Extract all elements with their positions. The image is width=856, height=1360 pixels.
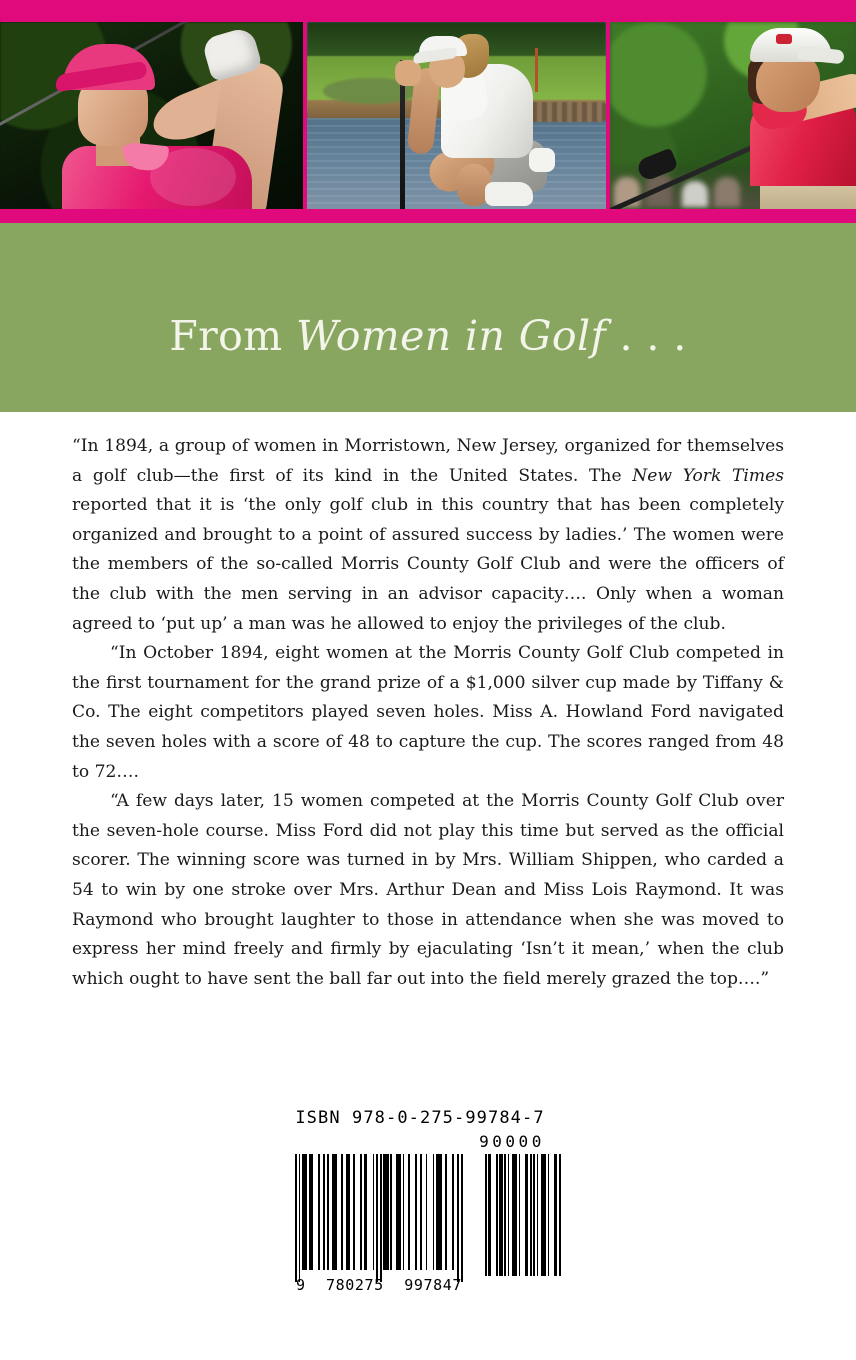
barcode-area <box>0 1108 856 1294</box>
page-title <box>169 312 687 360</box>
photo2-glove <box>529 148 555 172</box>
barcode-bars-row <box>295 1154 561 1294</box>
photo3-cap-logo <box>776 34 792 44</box>
top-pink-band <box>0 0 856 22</box>
barcode-bar <box>461 1154 463 1282</box>
ean-right-group: 997847 <box>404 1276 462 1294</box>
photo3-spectator <box>682 181 708 207</box>
blurb-paragraph-3: “A few days later, 15 women competed at the Morris County Golf Club over the seven-hole course. Miss Ford did not play this time but served as the official scorer. The winning score was turned in by Mrs. William Shippen, who carded a 54 to win by one stroke over Mrs. Arthur Dean and Miss Lois Raymond. It was Raymond who brought laughter to those in attendance when she was moved to express her mind freely and firmly by ejaculating ‘Isn’t it mean,’ when the club which ought to have sent the ball far out into the field merely grazed the top….” <box>72 791 784 989</box>
blurb-p1-part2: reported that it is ‘the only golf club in this country that has been completely organized and brought to a point of assured success by ladies.’ The women were the members of the so-called Morris County Golf Club and were the officers of the club with the men serving in an advisor capacity…. Only when a woman agreed to ‘put up’ a man was he allowed to enjoy the privileges of the club. <box>72 495 784 634</box>
photo-strip <box>0 22 856 209</box>
photo2-course-marker <box>535 48 538 92</box>
ean-first-digit: 9 <box>296 1276 306 1294</box>
photo2-shoe <box>485 182 533 206</box>
green-header-band <box>0 223 856 412</box>
blurb-p1-part1: “In 1894, a group of women in Morristown, New Jersey, organized for themselves a golf club—the first of its kind in the United States. The <box>72 436 784 486</box>
ean13-bars <box>295 1154 463 1282</box>
ean5-supplement-barcode <box>485 1154 561 1282</box>
ean13-barcode <box>295 1154 463 1294</box>
ean-left-group: 780275 <box>326 1276 384 1294</box>
ean5-bars <box>485 1154 561 1276</box>
blurb-paragraph-1 <box>72 432 784 639</box>
new-york-times-italic: New York Times <box>632 465 784 486</box>
photo-golfer-pink-shirt <box>0 22 303 209</box>
barcode-bar <box>559 1154 561 1276</box>
photo-golfer-crouching-water <box>307 22 606 209</box>
photo3-spectator <box>714 177 740 207</box>
back-cover-blurb <box>72 432 784 994</box>
photo2-hand <box>395 60 421 86</box>
barcode-supplement-digits: 90000 <box>479 1132 545 1151</box>
isbn-label: ISBN 978-0-275-99784-7 <box>295 1108 545 1128</box>
title-suffix: . . . <box>606 312 687 360</box>
title-book-name: Women in Golf <box>295 312 607 360</box>
blurb-paragraph-2: “In October 1894, eight women at the Morris County Golf Club competed in the first tournament for the grand prize of a $1,000 silver cup made by Tiffany & Co. The eight competitors played seven holes. Miss A. Howland Ford navigated the seven holes with a score of 48 to capture the cup. The scores ranged from 48 to 72…. <box>72 643 784 782</box>
ean13-digits <box>295 1276 463 1294</box>
photo-golfer-red-shirt <box>610 22 856 209</box>
middle-pink-band <box>0 209 856 223</box>
title-prefix: From <box>169 312 296 360</box>
